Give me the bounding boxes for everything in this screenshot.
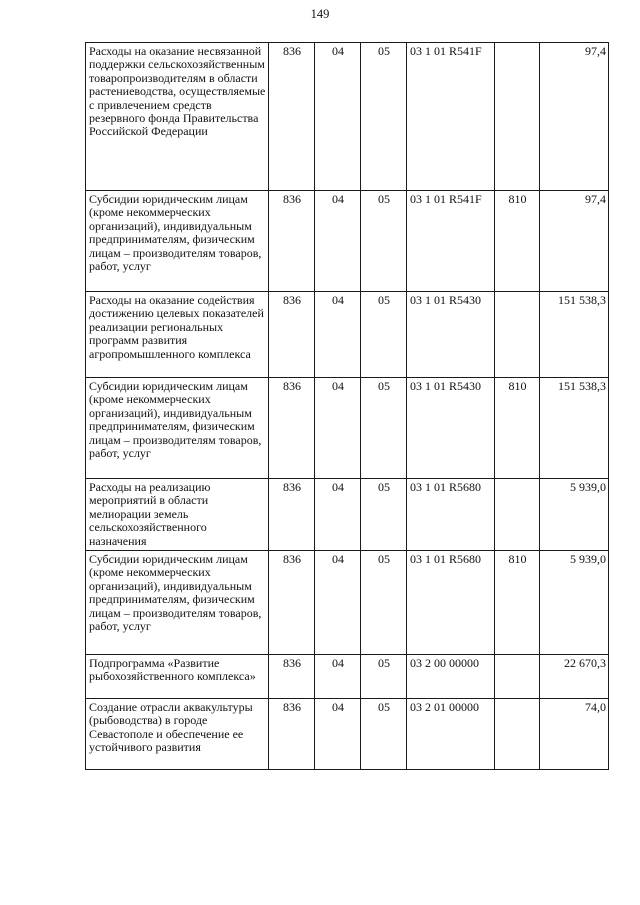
ministry-code-cell: 836	[269, 43, 315, 191]
expense-name-cell: Субсидии юридическим лицам (кроме некоммерческих организаций), индивидуальным предпринимателям, физическим лицам – производителям товаров, работ, услуг	[86, 191, 269, 292]
amount-cell: 97,4	[540, 191, 609, 292]
subsection-code-cell: 05	[361, 191, 407, 292]
expense-type-cell	[495, 479, 540, 551]
amount-cell: 151 538,3	[540, 378, 609, 479]
expense-name-cell: Расходы на оказание содействия достижению целевых показателей реализации региональных программ развития агропромышленного комплекса	[86, 292, 269, 378]
expense-name-cell: Расходы на реализацию мероприятий в области мелиорации земель сельскохозяйственного назначения	[86, 479, 269, 551]
section-code-cell: 04	[315, 479, 361, 551]
amount-cell: 22 670,3	[540, 655, 609, 699]
ministry-code-cell: 836	[269, 191, 315, 292]
table-row	[86, 655, 609, 699]
expense-type-cell	[495, 292, 540, 378]
expense-name-cell: Субсидии юридическим лицам (кроме некоммерческих организаций), индивидуальным предпринимателям, физическим лицам – производителям товаров, работ, услуг	[86, 378, 269, 479]
amount-cell: 5 939,0	[540, 551, 609, 655]
expense-type-cell	[495, 43, 540, 191]
table-row	[86, 378, 609, 479]
table-row	[86, 479, 609, 551]
subsection-code-cell: 05	[361, 292, 407, 378]
amount-cell: 151 538,3	[540, 292, 609, 378]
subsection-code-cell: 05	[361, 699, 407, 770]
ministry-code-cell: 836	[269, 378, 315, 479]
expense-name-cell: Расходы на оказание несвязанной поддержки сельскохозяйственным товаропроизводителям в области растениеводства, осуществляемые с привлечением средств резервного фонда Правительства Российской Федерации	[86, 43, 269, 191]
amount-cell: 5 939,0	[540, 479, 609, 551]
target-article-cell: 03 1 01 R5680	[407, 479, 495, 551]
expense-type-cell: 810	[495, 378, 540, 479]
expense-name-cell: Подпрограмма «Развитие рыбохозяйственного комплекса»	[86, 655, 269, 699]
target-article-cell: 03 1 01 R541F	[407, 191, 495, 292]
section-code-cell: 04	[315, 655, 361, 699]
expense-name-cell: Субсидии юридическим лицам (кроме некоммерческих организаций), индивидуальным предпринимателям, физическим лицам – производителям товаров, работ, услуг	[86, 551, 269, 655]
table-row	[86, 43, 609, 191]
section-code-cell: 04	[315, 378, 361, 479]
ministry-code-cell: 836	[269, 479, 315, 551]
expense-type-cell: 810	[495, 191, 540, 292]
table-row	[86, 191, 609, 292]
ministry-code-cell: 836	[269, 655, 315, 699]
target-article-cell: 03 1 01 R541F	[407, 43, 495, 191]
target-article-cell: 03 1 01 R5680	[407, 551, 495, 655]
table-row	[86, 551, 609, 655]
table-row	[86, 292, 609, 378]
section-code-cell: 04	[315, 292, 361, 378]
subsection-code-cell: 05	[361, 551, 407, 655]
subsection-code-cell: 05	[361, 655, 407, 699]
amount-cell: 97,4	[540, 43, 609, 191]
table-row	[86, 699, 609, 770]
target-article-cell: 03 1 01 R5430	[407, 378, 495, 479]
target-article-cell: 03 2 00 00000	[407, 655, 495, 699]
section-code-cell: 04	[315, 191, 361, 292]
target-article-cell: 03 2 01 00000	[407, 699, 495, 770]
amount-cell: 74,0	[540, 699, 609, 770]
subsection-code-cell: 05	[361, 43, 407, 191]
ministry-code-cell: 836	[269, 699, 315, 770]
ministry-code-cell: 836	[269, 551, 315, 655]
subsection-code-cell: 05	[361, 378, 407, 479]
expense-type-cell	[495, 699, 540, 770]
expense-type-cell: 810	[495, 551, 540, 655]
target-article-cell: 03 1 01 R5430	[407, 292, 495, 378]
ministry-code-cell: 836	[269, 292, 315, 378]
page-number: 149	[310, 7, 330, 21]
expense-type-cell	[495, 655, 540, 699]
subsection-code-cell: 05	[361, 479, 407, 551]
section-code-cell: 04	[315, 43, 361, 191]
section-code-cell: 04	[315, 551, 361, 655]
section-code-cell: 04	[315, 699, 361, 770]
budget-table	[85, 42, 609, 770]
expense-name-cell: Создание отрасли аквакультуры (рыбоводства) в городе Севастополе и обеспечение ее устойчивого развития	[86, 699, 269, 770]
